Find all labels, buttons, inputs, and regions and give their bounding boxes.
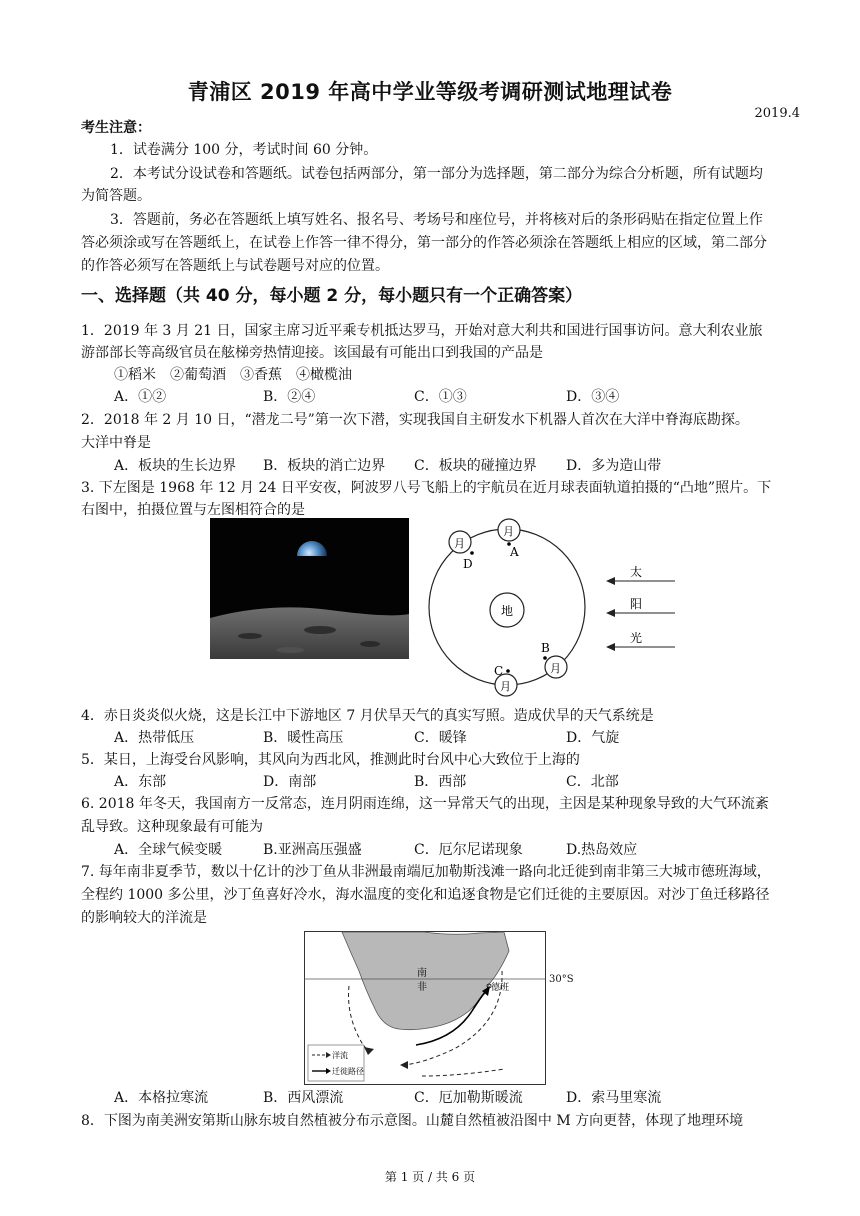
point-a: A	[510, 545, 519, 559]
point-d: D	[463, 557, 473, 571]
q4-option-b: B．暖性高压	[263, 730, 344, 746]
q7-option-d: D．索马里寒流	[566, 1090, 662, 1106]
moon-orbit-diagram	[425, 515, 695, 700]
notice-item-2: 2．本考试分设试卷和答题纸。试卷包括两部分，第一部分为选择题，第二部分为综合分析题，所有试题均	[110, 166, 763, 182]
sun-label-1: 太	[630, 565, 643, 579]
section-heading: 一、选择题（共 40 分，每小题 2 分，每小题只有一个正确答案）	[81, 286, 583, 306]
q2-option-b: B．板块的消亡边界	[263, 458, 386, 474]
point-c: C	[494, 664, 504, 678]
q5-option-d: D．南部	[263, 774, 317, 790]
q8-stem: 8．下图为南美洲安第斯山脉东坡自然植被分布示意图。山麓自然植被沿图中 M 方向更替，体现了地理环境	[81, 1113, 744, 1129]
q6-stem-1: 6. 2018 年冬天，我国南方一反常态，连月阴雨连绵，这一异常天气的出现，主因是某种现象导致的大气环流紊	[81, 796, 769, 812]
q6-option-b: B.亚洲高压强盛	[263, 842, 362, 858]
q3-stem-2: 右图中，拍摄位置与左图相符合的是	[81, 502, 305, 518]
point-b: B	[541, 641, 550, 655]
q1-option-a: A．①②	[114, 389, 167, 405]
page-footer: 第 1 页 / 共 6 页	[384, 1170, 476, 1184]
q1-stem-1: 1．2019 年 3 月 21 日，国家主席习近平乘专机抵达罗马，开始对意大利共和国进行国事访问。意大利农业旅	[81, 323, 763, 339]
moon-label-2: 月	[503, 525, 514, 538]
q4-option-d: D．气旋	[566, 730, 620, 746]
lat-label-outside: 30°S	[549, 974, 574, 985]
q7-option-a: A．本格拉寒流	[114, 1090, 209, 1106]
country-label-1: 南	[417, 968, 427, 979]
moon-label-1: 月	[454, 537, 465, 550]
q1-option-b: B．②④	[263, 389, 316, 405]
q7-stem-3: 的影响较大的洋流是	[81, 910, 207, 926]
notice-heading: 考生注意：	[81, 120, 151, 136]
moon-label-3: 月	[550, 662, 561, 675]
q5-option-a: A．东部	[114, 774, 167, 790]
legend-migration: 迁徙路径	[332, 1067, 364, 1076]
q4-stem: 4．赤日炎炎似火烧，这是长江中下游地区 7 月伏旱天气的真实写照。造成伏旱的天气系统是	[81, 708, 654, 724]
q6-option-d: D.热岛效应	[566, 842, 638, 858]
notice-item-2-cont: 为简答题。	[81, 188, 151, 204]
q2-stem-2: 大洋中脊是	[81, 435, 151, 451]
sun-label-2: 阳	[630, 597, 643, 611]
south-africa-map	[304, 931, 546, 1085]
q3-stem-1: 3. 下左图是 1968 年 12 月 24 日平安夜，阿波罗八号飞船上的宇航员在近月球表面轨道拍摄的“凸地”照片。下	[81, 480, 772, 496]
q1-items: ①稻米 ②葡萄酒 ③香蕉 ④橄榄油	[114, 367, 352, 383]
q7-stem-1: 7. 每年南非夏季节，数以十亿计的沙丁鱼从非洲最南端厄加勒斯浅滩一路向北迁徙到南非第三大城市德班海域，	[81, 864, 771, 880]
q7-option-c: C．厄加勒斯暖流	[414, 1090, 523, 1106]
moon-label-4: 月	[500, 680, 511, 693]
q1-option-d: D．③④	[566, 389, 620, 405]
q1-option-c: C．①③	[414, 389, 467, 405]
q1-stem-2: 游部部长等高级官员在舷梯旁热情迎接。该国最有可能出口到我国的产品是	[81, 345, 543, 361]
notice-item-3-cont: 答必须涂或写在答题纸上，在试卷上作答一律不得分，第一部分的作答必须涂在答题纸上相应的区域，第二部分	[81, 235, 767, 251]
q2-option-a: A．板块的生长边界	[114, 458, 237, 474]
q6-stem-2: 乱导致。这种现象最有可能为	[81, 819, 263, 835]
country-label-2: 非	[417, 982, 427, 993]
q4-option-a: A．热带低压	[114, 730, 195, 746]
q2-option-d: D．多为造山带	[566, 458, 662, 474]
q7-option-b: B．西风漂流	[263, 1090, 344, 1106]
earthrise-photo	[210, 518, 409, 659]
notice-item-3: 3．答题前，务必在答题纸上填写姓名、报名号、考场号和座位号，并将核对后的条形码贴在指定位置上作	[110, 212, 763, 228]
q6-option-c: C．厄尔尼诺现象	[414, 842, 523, 858]
page-title: 青浦区 2019 年高中学业等级考调研测试地理试卷	[187, 80, 673, 104]
legend-current: 洋流	[332, 1051, 348, 1060]
city-label: 德班	[491, 983, 510, 993]
q5-option-c: C．北部	[566, 774, 619, 790]
q2-option-c: C．板块的碰撞边界	[414, 458, 537, 474]
sun-label-3: 光	[630, 631, 643, 645]
notice-item-1: 1．试卷满分 100 分，考试时间 60 分钟。	[110, 142, 378, 158]
q5-stem: 5．某日，上海受台风影响，其风向为西北风，推测此时台风中心大致位于上海的	[81, 752, 580, 768]
q5-option-b: B．西部	[414, 774, 467, 790]
earth-label: 地	[501, 604, 514, 618]
q2-stem-1: 2．2018 年 2 月 10 日，“潜龙二号”第一次下潜，实现我国自主研发水下机器人首次在大洋中脊海底勘探。	[81, 412, 749, 428]
q7-stem-2: 全程约 1000 多公里，沙丁鱼喜好冷水，海水温度的变化和追逐食物是它们迁徙的主要原因。对沙丁鱼迁移路径	[81, 887, 770, 903]
exam-date: 2019.4	[754, 106, 800, 121]
q6-option-a: A．全球气候变暖	[114, 842, 223, 858]
notice-item-3-cont2: 的作答必须写在答题纸上与试卷题号对应的位置。	[81, 258, 389, 274]
q4-option-c: C．暖锋	[414, 730, 467, 746]
